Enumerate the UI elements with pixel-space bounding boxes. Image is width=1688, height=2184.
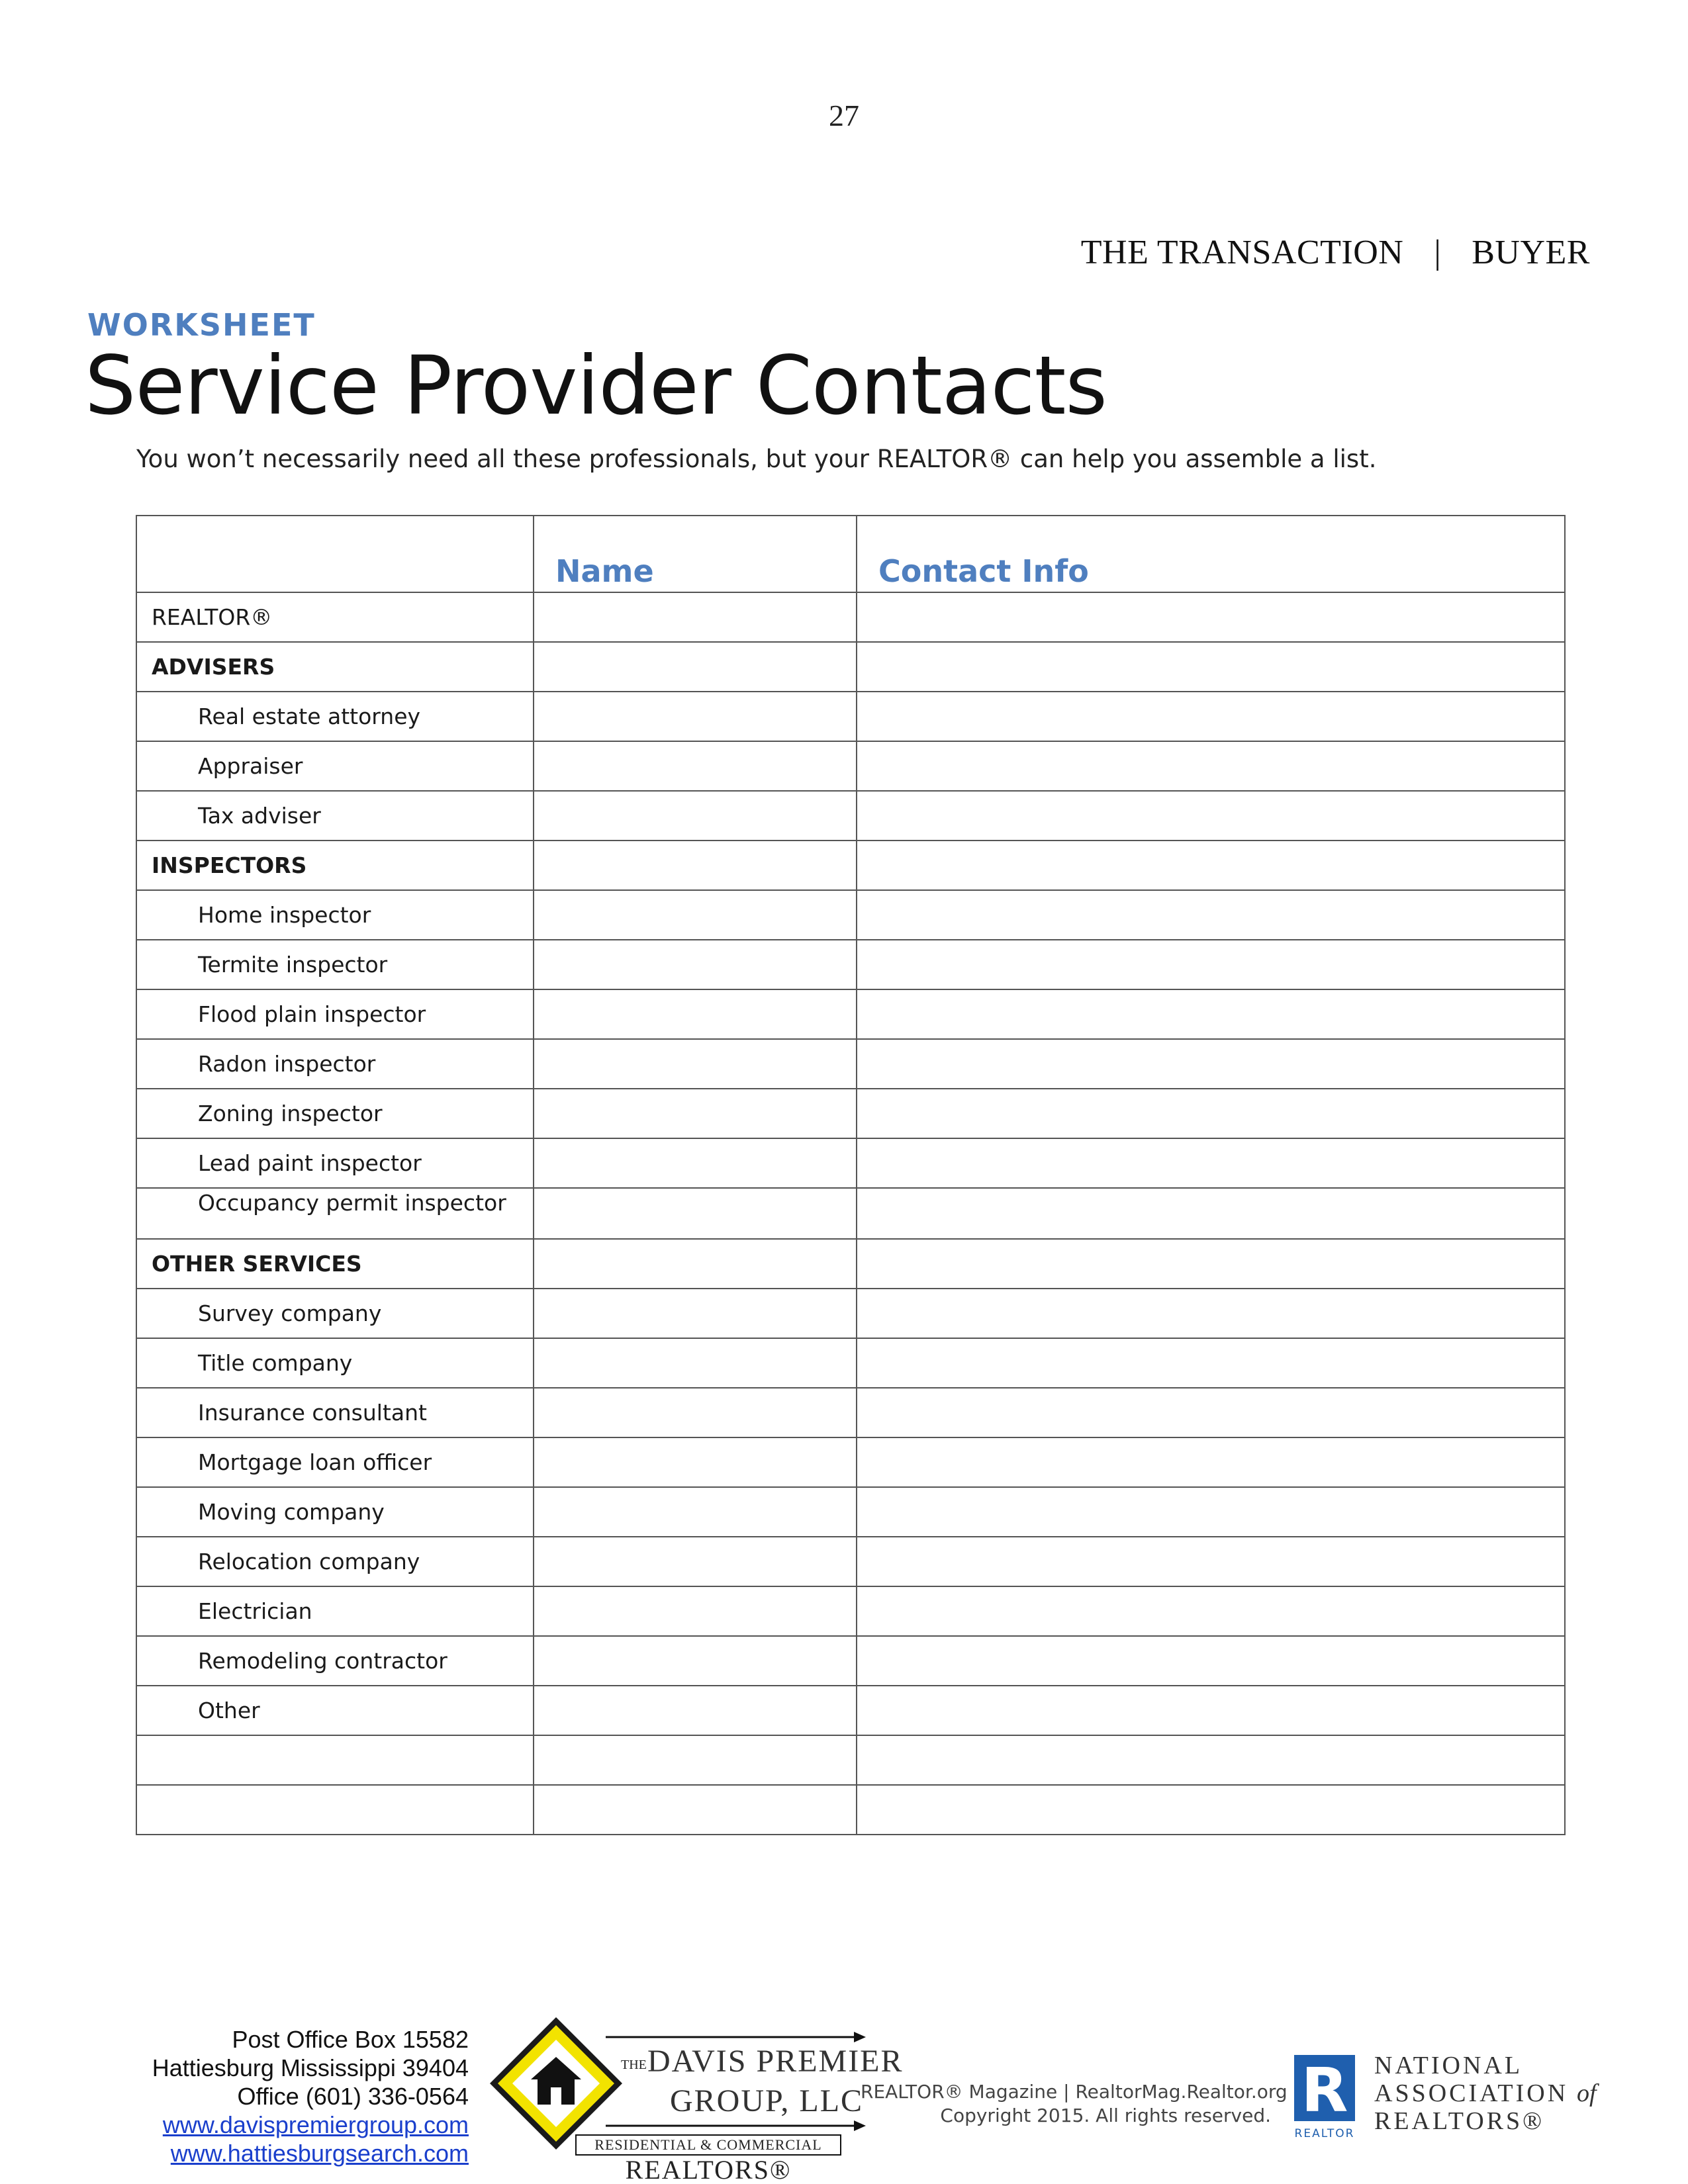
table-row [136, 592, 1565, 642]
name-cell[interactable] [534, 841, 857, 890]
row-label: REALTOR® [136, 592, 534, 642]
table-row [136, 642, 1565, 692]
davis-logo-line2: GROUP, LLC [670, 2083, 864, 2118]
nar-mark-letter: R [1301, 2055, 1348, 2126]
name-cell[interactable] [534, 940, 857, 989]
table-row [136, 1487, 1565, 1537]
table-row [136, 1586, 1565, 1636]
contact-info-cell[interactable] [857, 1735, 1565, 1785]
table-row [136, 989, 1565, 1039]
table-row [136, 1636, 1565, 1686]
row-label: Other [136, 1686, 534, 1735]
contact-info-cell[interactable] [857, 1338, 1565, 1388]
row-label: Moving company [136, 1487, 534, 1537]
table-row [136, 741, 1565, 791]
table-row [136, 1686, 1565, 1735]
table-row [136, 1289, 1565, 1338]
table-row [136, 1039, 1565, 1089]
row-label: Flood plain inspector [136, 989, 534, 1039]
contact-info-cell[interactable] [857, 1039, 1565, 1089]
nar-credit-line2: Copyright 2015. All rights reserved. [940, 2105, 1271, 2126]
table-row [136, 1239, 1565, 1289]
name-cell[interactable] [534, 890, 857, 940]
name-cell[interactable] [534, 642, 857, 692]
row-label: Mortgage loan officer [136, 1437, 534, 1487]
row-label: INSPECTORS [136, 841, 534, 890]
table-row [136, 1785, 1565, 1835]
nar-mark-caption: REALTOR [1294, 2127, 1355, 2140]
row-label: Appraiser [136, 741, 534, 791]
table-row [136, 1537, 1565, 1586]
row-label [136, 1785, 534, 1835]
davis-logo-the: THE [621, 2058, 647, 2072]
running-header [1081, 233, 1590, 272]
table-row [136, 1138, 1565, 1188]
row-label: Tax adviser [136, 791, 534, 841]
address-po-box: Post Office Box 15582 [232, 2026, 469, 2053]
address-phone: Office (601) 336-0564 [237, 2083, 469, 2110]
name-cell[interactable] [534, 1039, 857, 1089]
nar-line2: ASSOCIATION [1374, 2079, 1569, 2107]
contact-info-cell[interactable] [857, 1388, 1565, 1437]
table-row [136, 1388, 1565, 1437]
contact-info-cell[interactable] [857, 1636, 1565, 1686]
contact-info-cell[interactable] [857, 1089, 1565, 1138]
contact-info-cell[interactable] [857, 1289, 1565, 1338]
name-cell[interactable] [534, 1089, 857, 1138]
worksheet-eyebrow: WORKSHEET [87, 307, 316, 343]
name-cell[interactable] [534, 1388, 857, 1437]
running-header-separator: | [1434, 234, 1442, 271]
page-subtitle: You won’t necessarily need all these professionals, but your REALTOR® can help you assemble a list. [136, 445, 1377, 473]
contact-info-cell[interactable] [857, 1138, 1565, 1188]
table-row [136, 1188, 1565, 1239]
name-cell[interactable] [534, 1735, 857, 1785]
name-cell[interactable] [534, 1188, 857, 1239]
row-label: Remodeling contractor [136, 1636, 534, 1686]
name-cell[interactable] [534, 592, 857, 642]
name-cell[interactable] [534, 1239, 857, 1289]
contact-info-cell[interactable] [857, 1537, 1565, 1586]
name-cell[interactable] [534, 1785, 857, 1835]
contact-info-cell[interactable] [857, 791, 1565, 841]
table-row [136, 1089, 1565, 1138]
nar-logo [1291, 2048, 1609, 2148]
contact-info-cell[interactable] [857, 592, 1565, 642]
table-row [136, 692, 1565, 741]
realtor-r-icon [1294, 2055, 1355, 2140]
row-label: Title company [136, 1338, 534, 1388]
contact-info-cell[interactable] [857, 642, 1565, 692]
column-header-role [136, 516, 534, 592]
name-cell[interactable] [534, 741, 857, 791]
row-label: Termite inspector [136, 940, 534, 989]
table-row [136, 791, 1565, 841]
name-cell[interactable] [534, 692, 857, 741]
footer-address [152, 2025, 469, 2167]
nar-credit [861, 2080, 1288, 2128]
davis-premier-logo [477, 2005, 904, 2184]
table-row [136, 841, 1565, 890]
name-cell[interactable] [534, 1289, 857, 1338]
nar-line2-of: of [1577, 2079, 1597, 2107]
name-cell[interactable] [534, 1487, 857, 1537]
name-cell[interactable] [534, 1437, 857, 1487]
page-number: 27 [829, 99, 859, 132]
row-label: Occupancy permit inspector [136, 1188, 534, 1239]
table-row [136, 1437, 1565, 1487]
address-city: Hattiesburg Mississippi 39404 [152, 2054, 469, 2081]
hattiesburgsearch-link[interactable]: www.hattiesburgsearch.com [170, 2140, 469, 2167]
row-label: Zoning inspector [136, 1089, 534, 1138]
row-label: ADVISERS [136, 642, 534, 692]
contacts-table [136, 515, 1566, 1835]
table-row [136, 940, 1565, 989]
davis-logo-banner: RESIDENTIAL & COMMERCIAL [594, 2136, 822, 2153]
column-header-name: Name [534, 516, 857, 592]
table-row [136, 890, 1565, 940]
row-label: Survey company [136, 1289, 534, 1338]
table-body [136, 592, 1565, 1835]
contact-info-cell[interactable] [857, 1686, 1565, 1735]
running-header-audience: BUYER [1472, 234, 1590, 271]
davis-logo-line1: DAVIS PREMIER [647, 2044, 904, 2079]
row-label: Radon inspector [136, 1039, 534, 1089]
row-label: Home inspector [136, 890, 534, 940]
contact-info-cell[interactable] [857, 1785, 1565, 1835]
name-cell[interactable] [534, 1138, 857, 1188]
table-row [136, 1735, 1565, 1785]
column-header-contact-info: Contact Info [857, 516, 1565, 592]
row-label: Insurance consultant [136, 1388, 534, 1437]
row-label: Electrician [136, 1586, 534, 1636]
page-title: Service Provider Contacts [85, 339, 1107, 433]
nar-line3: REALTORS® [1374, 2107, 1545, 2135]
running-header-section: THE TRANSACTION [1080, 234, 1404, 271]
contact-info-cell[interactable] [857, 989, 1565, 1039]
name-cell[interactable] [534, 1586, 857, 1636]
row-label [136, 1735, 534, 1785]
row-label: Relocation company [136, 1537, 534, 1586]
table-header-row [136, 516, 1565, 592]
name-cell[interactable] [534, 1338, 857, 1388]
name-cell[interactable] [534, 1537, 857, 1586]
row-label: Real estate attorney [136, 692, 534, 741]
contact-info-cell[interactable] [857, 692, 1565, 741]
nar-credit-line1: REALTOR® Magazine | RealtorMag.Realtor.org [861, 2081, 1288, 2103]
contact-info-cell[interactable] [857, 1586, 1565, 1636]
davis-logo-line3: REALTORS® [625, 2155, 792, 2184]
contact-info-cell[interactable] [857, 1437, 1565, 1487]
contact-info-cell[interactable] [857, 1188, 1565, 1239]
row-label: Lead paint inspector [136, 1138, 534, 1188]
name-cell[interactable] [534, 791, 857, 841]
nar-line1: NATIONAL [1374, 2052, 1523, 2079]
contact-info-cell[interactable] [857, 1487, 1565, 1537]
contact-info-cell[interactable] [857, 841, 1565, 890]
name-cell[interactable] [534, 989, 857, 1039]
table-row [136, 1338, 1565, 1388]
name-cell[interactable] [534, 1636, 857, 1686]
contact-info-cell[interactable] [857, 1239, 1565, 1289]
davispremiergroup-link[interactable]: www.davispremiergroup.com [162, 2111, 469, 2138]
name-cell[interactable] [534, 1686, 857, 1735]
contact-info-cell[interactable] [857, 741, 1565, 791]
contact-info-cell[interactable] [857, 940, 1565, 989]
contact-info-cell[interactable] [857, 890, 1565, 940]
row-label: OTHER SERVICES [136, 1239, 534, 1289]
